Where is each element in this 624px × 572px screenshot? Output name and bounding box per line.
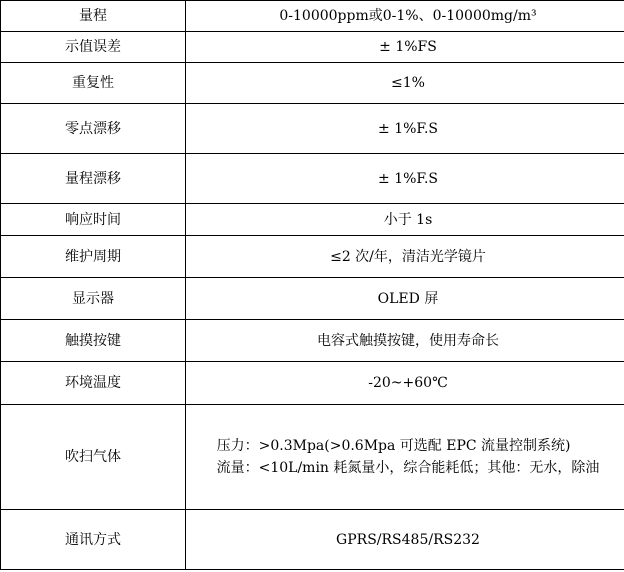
row-label: 环境温度 <box>1 362 186 405</box>
table-row <box>1 104 624 154</box>
row-value: GPRS/RS485/RS232 <box>186 510 624 570</box>
row-value: ≤2 次/年，清洁光学镜片 <box>186 236 624 278</box>
row-label: 重复性 <box>1 63 186 104</box>
table-row <box>1 405 624 510</box>
row-value: ± 1%FS <box>186 32 624 63</box>
row-value: ± 1%F.S <box>186 154 624 204</box>
row-label: 零点漂移 <box>1 104 186 154</box>
row-value: -20~+60℃ <box>186 362 624 405</box>
row-label: 显示器 <box>1 278 186 320</box>
table-row <box>1 236 624 278</box>
row-label: 触摸按键 <box>1 320 186 362</box>
table-row <box>1 154 624 204</box>
table-row <box>1 320 624 362</box>
table-row <box>1 204 624 236</box>
row-label: 维护周期 <box>1 236 186 278</box>
row-label: 响应时间 <box>1 204 186 236</box>
row-label: 吹扫气体 <box>1 405 186 510</box>
purge-flow: 流量：<10L/min 耗氮量小，综合能耗低；其他：无水，除油 <box>216 460 600 476</box>
row-label: 量程 <box>1 1 186 32</box>
row-value <box>186 405 624 510</box>
table-row <box>1 510 624 570</box>
row-label: 示值误差 <box>1 32 186 63</box>
table-row <box>1 1 624 32</box>
row-value: 0-10000ppm或0-1%、0-10000mg/m³ <box>186 1 624 32</box>
row-value: ≤1% <box>186 63 624 104</box>
row-label: 量程漂移 <box>1 154 186 204</box>
purge-gas-values <box>217 435 600 479</box>
row-label: 通讯方式 <box>1 510 186 570</box>
table-row <box>1 362 624 405</box>
row-value: OLED 屏 <box>186 278 624 320</box>
row-value: 电容式触摸按键，使用寿命长 <box>186 320 624 362</box>
table-row <box>1 278 624 320</box>
row-value: 小于 1s <box>186 204 624 236</box>
purge-pressure: 压力：>0.3Mpa(>0.6Mpa 可选配 EPC 流量控制系统) <box>216 438 571 454</box>
row-value: ± 1%F.S <box>186 104 624 154</box>
table-row <box>1 32 624 63</box>
table-row <box>1 63 624 104</box>
